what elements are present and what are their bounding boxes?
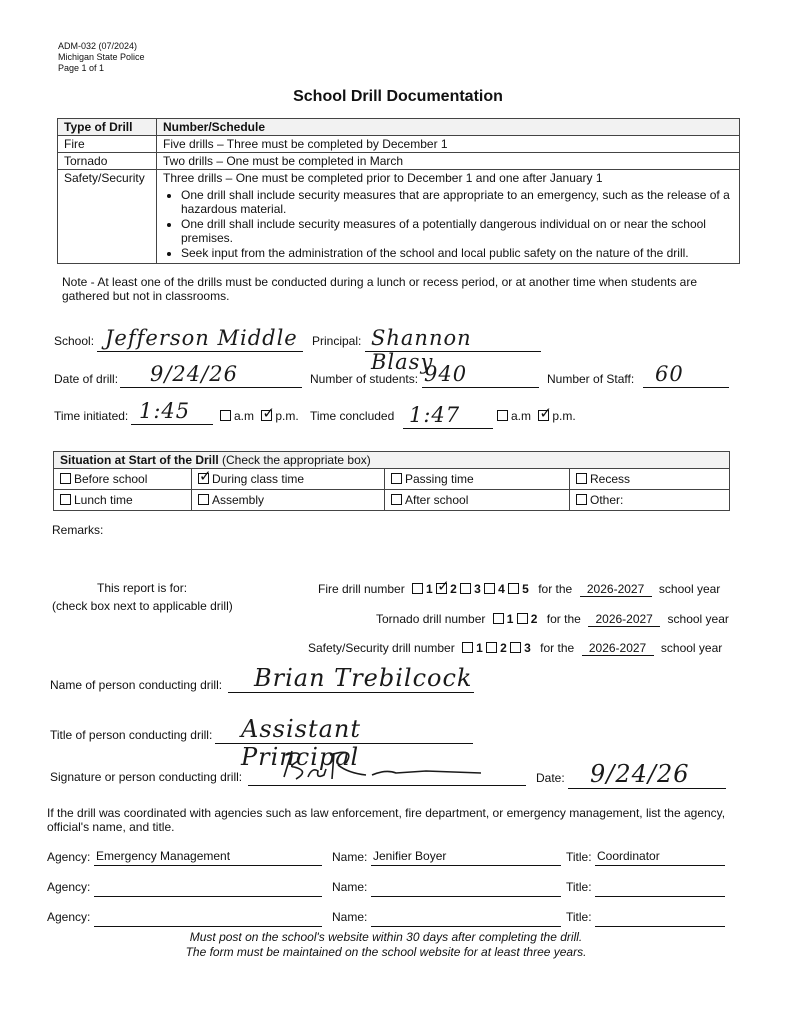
checkbox[interactable] [576,494,587,505]
principal-value: Shannon Blasy [371,326,472,374]
checkbox-number: 1 [476,641,483,655]
signature-date-label: Date: [536,771,565,785]
agency-title-field-3[interactable] [595,910,725,927]
agency-name-field-3[interactable] [371,910,561,927]
fire-drill-4-checkbox[interactable] [484,583,495,594]
fire-year-field[interactable]: 2026-2027 [580,582,652,597]
fire-drill-label: Fire drill number [318,582,405,596]
table-row [58,153,740,170]
drill-type-cell: Safety/Security [58,170,157,264]
drill-type-cell: Fire [58,136,157,153]
am-label: a.m [511,409,532,423]
safety-drill-1-checkbox[interactable] [462,642,473,653]
checkbox-number: 3 [474,582,481,596]
fire-drill-3-checkbox[interactable] [460,583,471,594]
drill-schedule-text: Three drills – One must be completed prior to December 1 and one after January 1 [163,171,603,185]
checkbox-number: 1 [506,612,514,626]
col-header-type: Type of Drill [58,119,157,136]
time-concluded-field[interactable] [403,403,493,429]
drill-requirements-table [57,118,740,264]
report-for-label: This report is for: [97,581,188,595]
school-value: Jefferson Middle [105,326,298,350]
option-before-school[interactable] [54,469,192,490]
for-the-label: for the [538,582,573,596]
safety-drill-3-checkbox[interactable] [510,642,521,653]
conductor-title-label: Title of person conducting drill: [50,728,213,742]
agency-title-label: Title: [566,910,592,924]
checkbox-number: 2 [530,612,538,626]
agency-name-label: Name: [332,910,368,924]
option-label: Assembly [212,493,265,507]
signature-label: Signature or person conducting drill: [50,770,243,784]
list-item: • One drill shall include security measures of a potentially dangerous individual on or near the school premises. [181,217,733,245]
pm-label: p.m. [275,409,299,423]
am-label: a.m [234,409,255,423]
drill-type-cell: Tornado [58,153,157,170]
date-value: 9/24/26 [150,362,238,386]
table-row [58,136,740,153]
agency-field-3[interactable] [94,910,322,927]
time-initiated-value: 1:45 [139,399,191,423]
agency-value: Emergency Management [96,849,231,863]
date-label: Date of drill: [54,372,119,386]
checkbox[interactable] [60,494,71,505]
checkbox-number: 4 [498,582,505,596]
agency-title-field-2[interactable] [595,880,725,897]
safety-drill-label: Safety/Security drill number [308,641,455,655]
option-label: Passing time [405,472,474,486]
school-label: School: [54,334,95,348]
agency-field-1[interactable] [94,849,322,866]
checkbox[interactable] [391,473,402,484]
safety-drill-2-checkbox[interactable] [486,642,497,653]
checkbox-number: 2 [450,582,457,596]
pm-checkbox[interactable] [261,410,272,421]
option-other[interactable] [570,490,730,511]
principal-label: Principal: [312,334,362,348]
agency-title-value: Coordinator [597,849,660,863]
agency-name-label: Name: [332,880,368,894]
situation-instructions: (Check the appropriate box) [222,453,371,467]
school-field[interactable] [97,326,303,352]
situation-header-row [54,452,730,469]
checkbox-number: 5 [522,582,529,596]
time-initiated-label: Time initiated: [54,409,129,423]
for-the-label: for the [546,612,581,626]
checkbox[interactable] [198,473,209,484]
checkbox-number: 3 [524,641,531,655]
footer-line-2: The form must be maintained on the school website for at least three years. [185,945,587,959]
time-concluded-label: Time concluded [310,409,395,423]
safety-year-field[interactable]: 2026-2027 [582,641,654,656]
school-year-label: school year [667,612,729,626]
page-number: Page 1 of 1 [58,63,105,73]
table-row [54,469,730,490]
am-checkbox[interactable] [497,410,508,421]
am-checkbox[interactable] [220,410,231,421]
agency-name-field-1[interactable] [371,849,561,866]
list-item: • One drill shall include security measures that are appropriate to an emergency, such as the release of a hazardous material. [181,188,733,216]
checkbox[interactable] [391,494,402,505]
pm-label: p.m. [552,409,576,423]
signature-image [276,747,486,787]
school-year-label: school year [658,582,721,596]
option-label: Before school [74,472,148,486]
remarks-label: Remarks: [52,523,104,537]
conductor-name-value: Brian Trebilcock [254,664,473,692]
time-concluded-ampm [497,409,576,423]
agency-label: Agency: [47,880,91,894]
issuing-agency: Michigan State Police [58,52,145,62]
checkbox-number: 2 [500,641,507,655]
situation-title: Situation at Start of the Drill [60,453,219,467]
drill-schedule-cell: Five drills – Three must be completed by December 1 [157,136,740,153]
option-label: After school [405,493,469,507]
form-id: ADM-032 (07/2024) [58,41,138,51]
agency-field-2[interactable] [94,880,322,897]
option-lunch-time[interactable] [54,490,192,511]
option-label: Other: [590,493,624,507]
signature-field[interactable] [248,765,526,786]
option-during-class[interactable] [192,469,385,490]
option-recess[interactable] [570,469,730,490]
pm-checkbox[interactable] [538,410,549,421]
checkbox-number: 1 [426,582,433,596]
agency-title-label: Title: [566,850,592,864]
agency-title-label: Title: [566,880,592,894]
time-initiated-ampm [220,409,299,423]
agency-name-field-2[interactable] [371,880,561,897]
list-item: • Seek input from the administration of the school and local public safety on the nature of the drill. [181,246,733,260]
conductor-name-label: Name of person conducting drill: [50,678,223,692]
students-label: Number of students: [310,372,419,386]
fire-drill-row [318,582,720,597]
option-label: Recess [590,472,631,486]
footer-line-1: Must post on the school's website within 30 days after completing the drill. [189,930,583,944]
situation-header [54,452,730,469]
situation-table [53,451,730,511]
staff-label: Number of Staff: [547,372,635,386]
page-title: School Drill Documentation [293,88,503,105]
safety-drill-row [308,641,722,656]
tornado-year-field[interactable]: 2026-2027 [588,612,660,627]
security-requirements-list [163,188,733,260]
col-header-schedule: Number/Schedule [157,119,740,136]
drill-schedule-cell: Two drills – One must be completed in March [157,153,740,170]
form-header-block [58,41,145,74]
signature-date-value: 9/24/26 [590,760,690,788]
checkbox[interactable] [60,473,71,484]
school-year-label: school year [660,641,723,655]
agency-name-value: Jenifier Boyer [373,849,447,863]
fire-drill-1-checkbox[interactable] [412,583,423,594]
tornado-drill-2-checkbox[interactable] [517,613,528,624]
conductor-title-value: Assistant Principal [241,715,362,771]
time-concluded-value: 1:47 [409,403,461,427]
option-passing-time[interactable] [385,469,570,490]
option-assembly[interactable] [192,490,385,511]
lunch-recess-note: Note - At least one of the drills must be conducted during a lunch or recess period, or at another time when students are gathered but not in classrooms. [62,275,698,303]
tornado-drill-label: Tornado drill number [376,612,486,626]
report-for-instructions: (check box next to applicable drill) [52,599,233,613]
table-row [58,170,740,264]
for-the-label: for the [540,641,575,655]
option-label: Lunch time [74,493,133,507]
conductor-name-field[interactable] [228,664,474,693]
checkbox[interactable] [576,473,587,484]
coordination-note: If the drill was coordinated with agencies such as law enforcement, fire department, or emergency management, list the agency, official's name, and title. [47,806,726,834]
tornado-drill-row [376,612,729,627]
staff-field[interactable] [643,362,729,388]
option-label: During class time [212,472,305,486]
students-value: 940 [424,362,468,386]
drill-schedule-cell [157,170,740,264]
conductor-title-field[interactable] [215,715,473,771]
agency-label: Agency: [47,910,91,924]
staff-value: 60 [655,362,684,386]
tornado-drill-1-checkbox[interactable] [493,613,504,624]
time-initiated-field[interactable] [131,399,213,425]
table-header-row [58,119,740,136]
agency-name-label: Name: [332,850,368,864]
table-row [54,490,730,511]
date-field[interactable] [120,362,302,388]
fire-drill-2-checkbox[interactable] [436,583,447,594]
checkbox[interactable] [198,494,209,505]
agency-label: Agency: [47,850,91,864]
agency-title-field-1[interactable] [595,849,725,866]
fire-drill-5-checkbox[interactable] [508,583,519,594]
signature-date-field[interactable] [568,760,726,789]
option-after-school[interactable] [385,490,570,511]
students-field[interactable] [422,362,539,388]
